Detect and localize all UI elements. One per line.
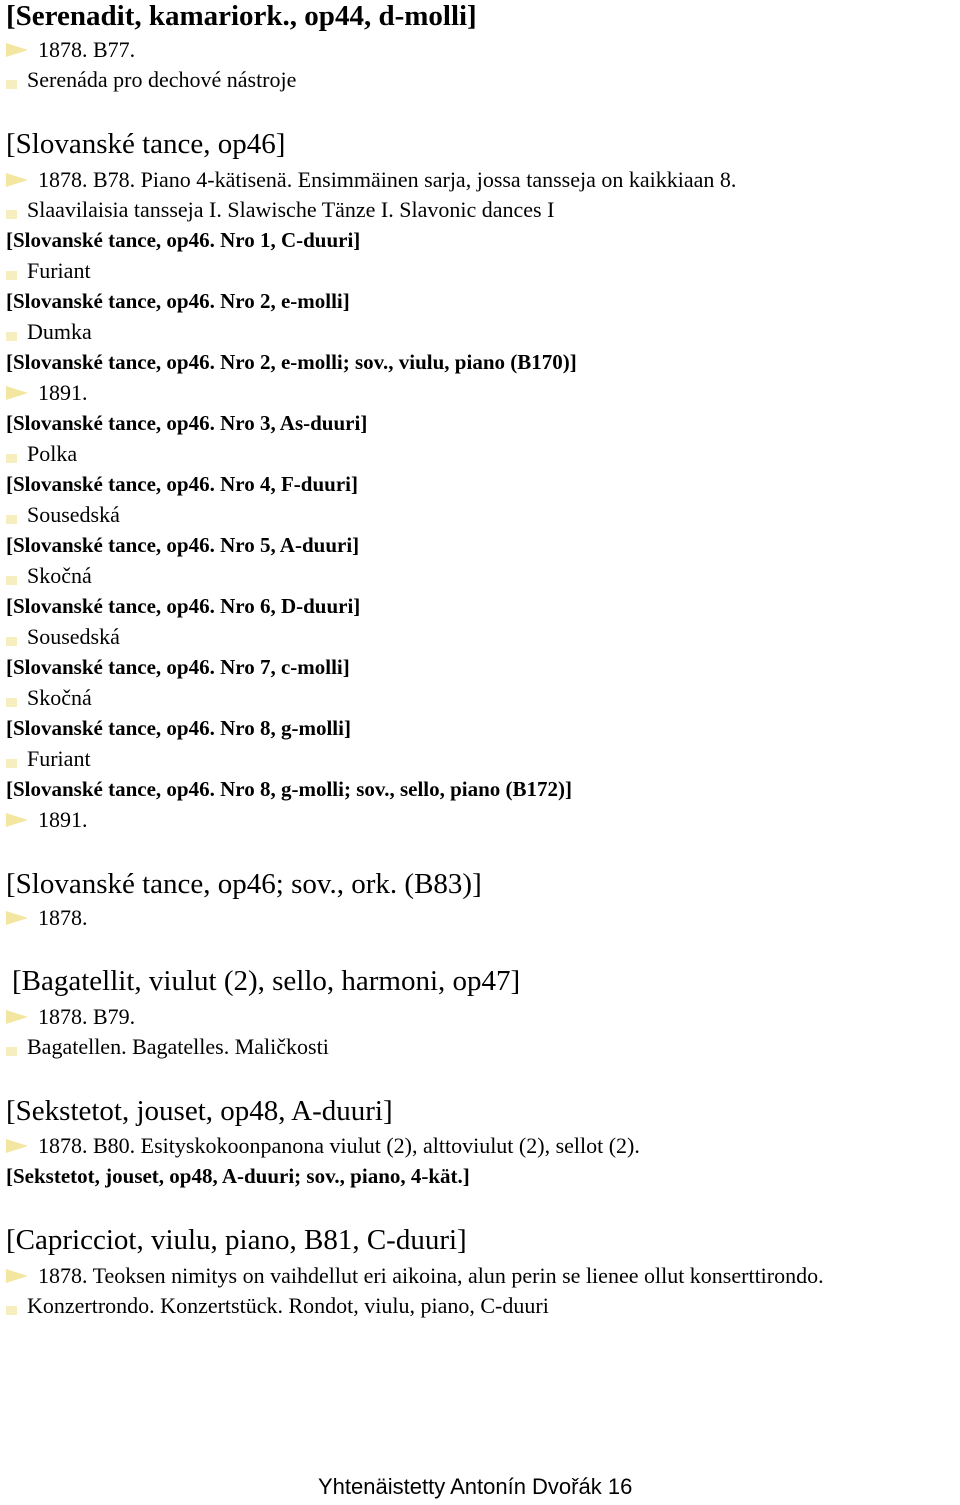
entry-text: Skočná xyxy=(27,563,92,588)
square-bullet-icon xyxy=(6,759,17,768)
entry-text: 1878. Teoksen nimitys on vaihdellut eri aikoina, alun perin se lienee ollut konserttirondo. xyxy=(38,1263,824,1288)
heading-bagatellit: [Bagatellit, viulut (2), sello, harmoni, op47] xyxy=(12,965,521,997)
entry-text: 1878. B80. Esityskokoonpanona viulut (2), alttoviulut (2), sellot (2). xyxy=(38,1133,640,1158)
square-bullet-icon xyxy=(6,515,17,524)
entry-text: Sousedská xyxy=(27,502,120,527)
row-16 xyxy=(6,535,359,556)
row-32 xyxy=(6,1135,640,1157)
row-13 xyxy=(6,443,77,465)
subheading: [Slovanské tance, op46. Nro 3, As-duuri] xyxy=(6,411,368,435)
entry-text: Skočná xyxy=(27,685,92,710)
entry-text: Dumka xyxy=(27,319,92,344)
row-22 xyxy=(6,718,351,739)
row-31 xyxy=(6,1097,393,1126)
row-34 xyxy=(6,1226,467,1255)
entry-text: Furiant xyxy=(27,258,91,283)
row-28 xyxy=(12,967,520,996)
triangle-bullet-icon xyxy=(6,1269,28,1283)
row-10 xyxy=(6,352,577,373)
entry-text: Slaavilaisia tansseja I. Slawische Tänze I. Slavonic dances I xyxy=(27,197,555,222)
entry-text: Konzertrondo. Konzertstück. Rondot, viulu, piano, C-duuri xyxy=(27,1293,549,1318)
entry-text: Furiant xyxy=(27,746,91,771)
row-14 xyxy=(6,474,358,495)
entry-text: 1891. xyxy=(38,807,88,832)
entry-text: 1891. xyxy=(38,380,88,405)
subheading: [Slovanské tance, op46. Nro 2, e-molli; sov., viulu, piano (B170)] xyxy=(6,350,577,374)
square-bullet-icon xyxy=(6,1306,17,1315)
subheading: [Slovanské tance, op46. Nro 5, A-duuri] xyxy=(6,533,360,557)
entry-text: 1878. xyxy=(38,905,88,930)
entry-text: 1878. B78. Piano 4-kätisenä. Ensimmäinen sarja, jossa tansseja on kaikkiaan 8. xyxy=(38,167,737,192)
square-bullet-icon xyxy=(6,637,17,646)
subheading: [Slovanské tance, op46. Nro 7, c-molli] xyxy=(6,655,350,679)
subheading: [Slovanské tance, op46. Nro 8, g-molli; sov., sello, piano (B172)] xyxy=(6,777,573,801)
subheading: [Slovanské tance, op46. Nro 1, C-duuri] xyxy=(6,228,361,252)
square-bullet-icon xyxy=(6,80,17,89)
square-bullet-icon xyxy=(6,454,17,463)
square-bullet-icon xyxy=(6,1047,17,1056)
subheading: [Slovanské tance, op46. Nro 2, e-molli] xyxy=(6,289,350,313)
row-36 xyxy=(6,1295,549,1317)
heading-serenadit: [Serenadit, kamariork., op44, d-molli] xyxy=(6,0,477,32)
row-0 xyxy=(6,2,477,31)
row-9 xyxy=(6,321,92,343)
row-18 xyxy=(6,596,360,617)
entry-text: Bagatellen. Bagatelles. Maličkosti xyxy=(27,1034,329,1059)
row-4 xyxy=(6,169,736,191)
page-footer: Yhtenäistetty Antonín Dvořák 16 xyxy=(318,1474,633,1499)
row-26 xyxy=(6,870,482,899)
heading-slovanske-tance: [Slovanské tance, op46] xyxy=(6,128,286,160)
row-1 xyxy=(6,39,135,61)
row-27 xyxy=(6,907,88,929)
row-7 xyxy=(6,260,91,282)
row-20 xyxy=(6,657,350,678)
square-bullet-icon xyxy=(6,210,17,219)
row-5 xyxy=(6,199,554,221)
square-bullet-icon xyxy=(6,698,17,707)
square-bullet-icon xyxy=(6,271,17,280)
triangle-bullet-icon xyxy=(6,43,28,57)
entry-text: 1878. B79. xyxy=(38,1004,136,1029)
row-6 xyxy=(6,230,360,251)
row-11 xyxy=(6,382,88,404)
entry-text: Serenáda pro dechové nástroje xyxy=(27,67,297,92)
row-29 xyxy=(6,1006,135,1028)
subheading: [Slovanské tance, op46. Nro 4, F-duuri] xyxy=(6,472,358,496)
row-3 xyxy=(6,130,285,159)
row-30 xyxy=(6,1036,329,1058)
row-23 xyxy=(6,748,91,770)
heading-slovanske-tance-ork: [Slovanské tance, op46; sov., ork. (B83)] xyxy=(6,868,482,900)
heading-capricciot: [Capricciot, viulu, piano, B81, C-duuri] xyxy=(6,1224,467,1256)
row-12 xyxy=(6,413,367,434)
row-17 xyxy=(6,565,92,587)
triangle-bullet-icon xyxy=(6,386,28,400)
entry-text: 1878. B77. xyxy=(38,37,136,62)
triangle-bullet-icon xyxy=(6,1139,28,1153)
row-15 xyxy=(6,504,120,526)
row-8 xyxy=(6,291,350,312)
row-19 xyxy=(6,626,120,648)
row-33 xyxy=(6,1166,470,1187)
row-24 xyxy=(6,779,572,800)
square-bullet-icon xyxy=(6,576,17,585)
triangle-bullet-icon xyxy=(6,813,28,827)
row-25 xyxy=(6,809,88,831)
triangle-bullet-icon xyxy=(6,173,28,187)
square-bullet-icon xyxy=(6,332,17,341)
row-21 xyxy=(6,687,92,709)
entry-text: Sousedská xyxy=(27,624,120,649)
triangle-bullet-icon xyxy=(6,1010,28,1024)
subheading: [Sekstetot, jouset, op48, A-duuri; sov., piano, 4-kät.] xyxy=(6,1164,470,1188)
row-35 xyxy=(6,1265,824,1287)
subheading: [Slovanské tance, op46. Nro 8, g-molli] xyxy=(6,716,351,740)
triangle-bullet-icon xyxy=(6,911,28,925)
row-2 xyxy=(6,69,296,91)
heading-sekstetot: [Sekstetot, jouset, op48, A-duuri] xyxy=(6,1095,393,1127)
entry-text: Polka xyxy=(27,441,78,466)
subheading: [Slovanské tance, op46. Nro 6, D-duuri] xyxy=(6,594,361,618)
